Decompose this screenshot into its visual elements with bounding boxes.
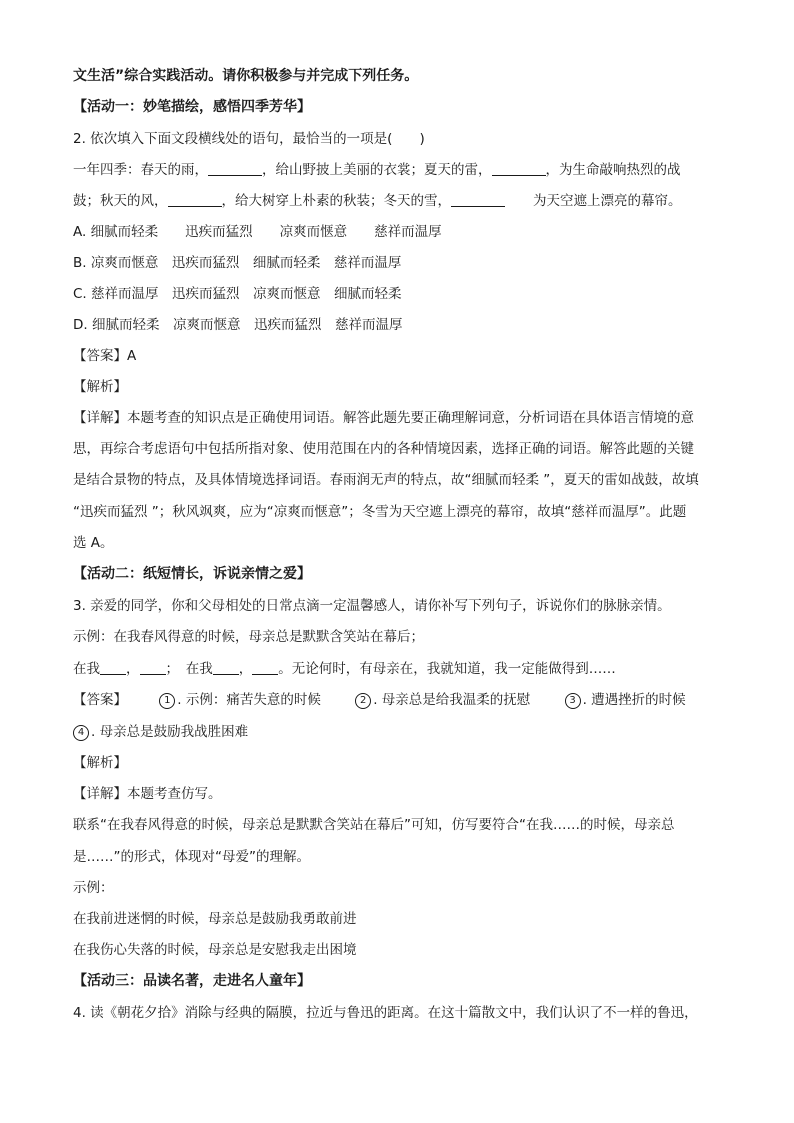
answer-blank	[213, 660, 239, 675]
answer-blank	[492, 161, 546, 176]
answer-blank	[451, 192, 505, 207]
circled-number: 4	[73, 725, 89, 741]
passage-text: 一年四季：春天的雨，	[73, 162, 208, 178]
passage-text: ，为生命敲响热烈的战	[545, 162, 681, 178]
question-2: 2. 依次填入下面文段横线处的语句，最恰当的一项是( )	[73, 131, 425, 147]
circled-number: 2	[355, 693, 371, 709]
answer-label: 【答案】	[73, 692, 127, 708]
detail-line: 思，再综合考虑语句中包括所指对象、使用范围在内的各种情境因素，选择正确的词语。解答此题的关键	[73, 441, 694, 457]
answers-line	[73, 690, 686, 710]
answer-item: . 母亲总是给我温柔的抚慰	[373, 692, 531, 708]
activity1-heading: 【活动一：妙笔描绘，感悟四季芳华】	[73, 99, 311, 115]
option-d: D. 细腻而轻柔 凉爽而惬意 迅疾而猛烈 慈祥而温厚	[73, 317, 403, 333]
explain-line: 是……”的形式，体现对“母爱”的理解。	[73, 849, 310, 865]
answer-blank	[208, 161, 262, 176]
detail-line: 【详解】本题考查的知识点是正确使用词语。解答此题先要正确理解词意，分析词语在具体语言情境的意	[73, 410, 694, 426]
detail-line: 是结合景物的特点，及具体情境选择词语。春雨润无声的特点，故“细腻而轻柔 ”，夏天的雷如战鼓，故填	[73, 472, 699, 488]
fill-text: ，	[126, 661, 140, 677]
analysis-label: 【解析】	[73, 379, 127, 395]
example-sentence: 在我前进迷惘的时候，母亲总是鼓励我勇敢前进	[73, 911, 357, 927]
detail-line: “迅疾而猛烈 ”；秋风飒爽，应为“凉爽而惬意”；冬雪为天空遮上漂亮的幕帘，故填“慈祥而温厚”。此题	[73, 504, 687, 520]
question-4: 4. 读《朝花夕拾》消除与经典的隔膜，拉近与鲁迅的距离。在这十篇散文中，我们认识了不一样的鲁迅，	[73, 1005, 698, 1021]
option-a: A. 细腻而轻柔 迅疾而猛烈 凉爽而惬意 慈祥而温厚	[73, 224, 442, 240]
passage-text: ，给大树穿上朴素的秋装；冬天的雪，	[221, 193, 451, 209]
option-c: C. 慈祥而温厚 迅疾而猛烈 凉爽而惬意 细腻而轻柔	[73, 286, 402, 302]
passage-line-2	[73, 191, 682, 211]
answer-line: 【答案】A	[73, 348, 137, 364]
fill-text: 在我	[73, 661, 100, 677]
passage-text: ，给山野披上美丽的衣裳；夏天的雷，	[262, 162, 492, 178]
fill-text: ，	[238, 661, 253, 677]
analysis-label: 【解析】	[73, 755, 127, 771]
passage-line-1	[73, 160, 681, 180]
question-3: 3. 亲爱的同学，你和父母相处的日常点滴一定温馨感人，请你补写下列句子，诉说你们的脉脉亲情。	[73, 598, 671, 614]
explain-line: 联系“在我春风得意的时候，母亲总是默默含笑站在幕后”可知，仿写要符合“在我……的时候，母亲总	[73, 817, 675, 833]
activity3-heading: 【活动三：品读名著，走进名人童年】	[73, 973, 311, 989]
answer-blank	[168, 192, 222, 207]
answer-item: . 示例：痛苦失意的时候	[177, 692, 321, 708]
answer-blank	[140, 660, 166, 675]
circled-number: 3	[565, 693, 581, 709]
fill-text: ； 在我	[165, 661, 213, 677]
example-label: 示例：	[73, 880, 114, 896]
detail-line: 选 A。	[73, 535, 114, 551]
circled-number: 1	[159, 693, 175, 709]
example-line: 示例：在我春风得意的时候，母亲总是默默含笑站在幕后；	[73, 629, 424, 645]
passage-text: 鼓；秋天的风，	[73, 193, 168, 209]
fill-text: 。无论何时，有母亲在，我就知道，我一定能做得到……	[278, 661, 616, 677]
answer-item: . 遭遇挫折的时候	[582, 692, 686, 708]
fill-line	[73, 659, 616, 679]
answer-item: . 母亲总是鼓励我战胜困难	[91, 724, 249, 740]
detail-line: 【详解】本题考查仿写。	[73, 786, 222, 802]
example-sentence: 在我伤心失落的时候，母亲总是安慰我走出困境	[73, 942, 357, 958]
intro-line: 文生活”综合实践活动。请你积极参与并完成下列任务。	[73, 68, 419, 84]
passage-text: 为天空遮上漂亮的幕帘。	[533, 193, 682, 209]
option-b: B. 凉爽而惬意 迅疾而猛烈 细腻而轻柔 慈祥而温厚	[73, 255, 402, 271]
answers-line-2	[73, 722, 248, 742]
answer-blank	[252, 660, 278, 675]
activity2-heading: 【活动二：纸短情长，诉说亲情之爱】	[73, 566, 311, 582]
answer-blank	[100, 660, 126, 675]
